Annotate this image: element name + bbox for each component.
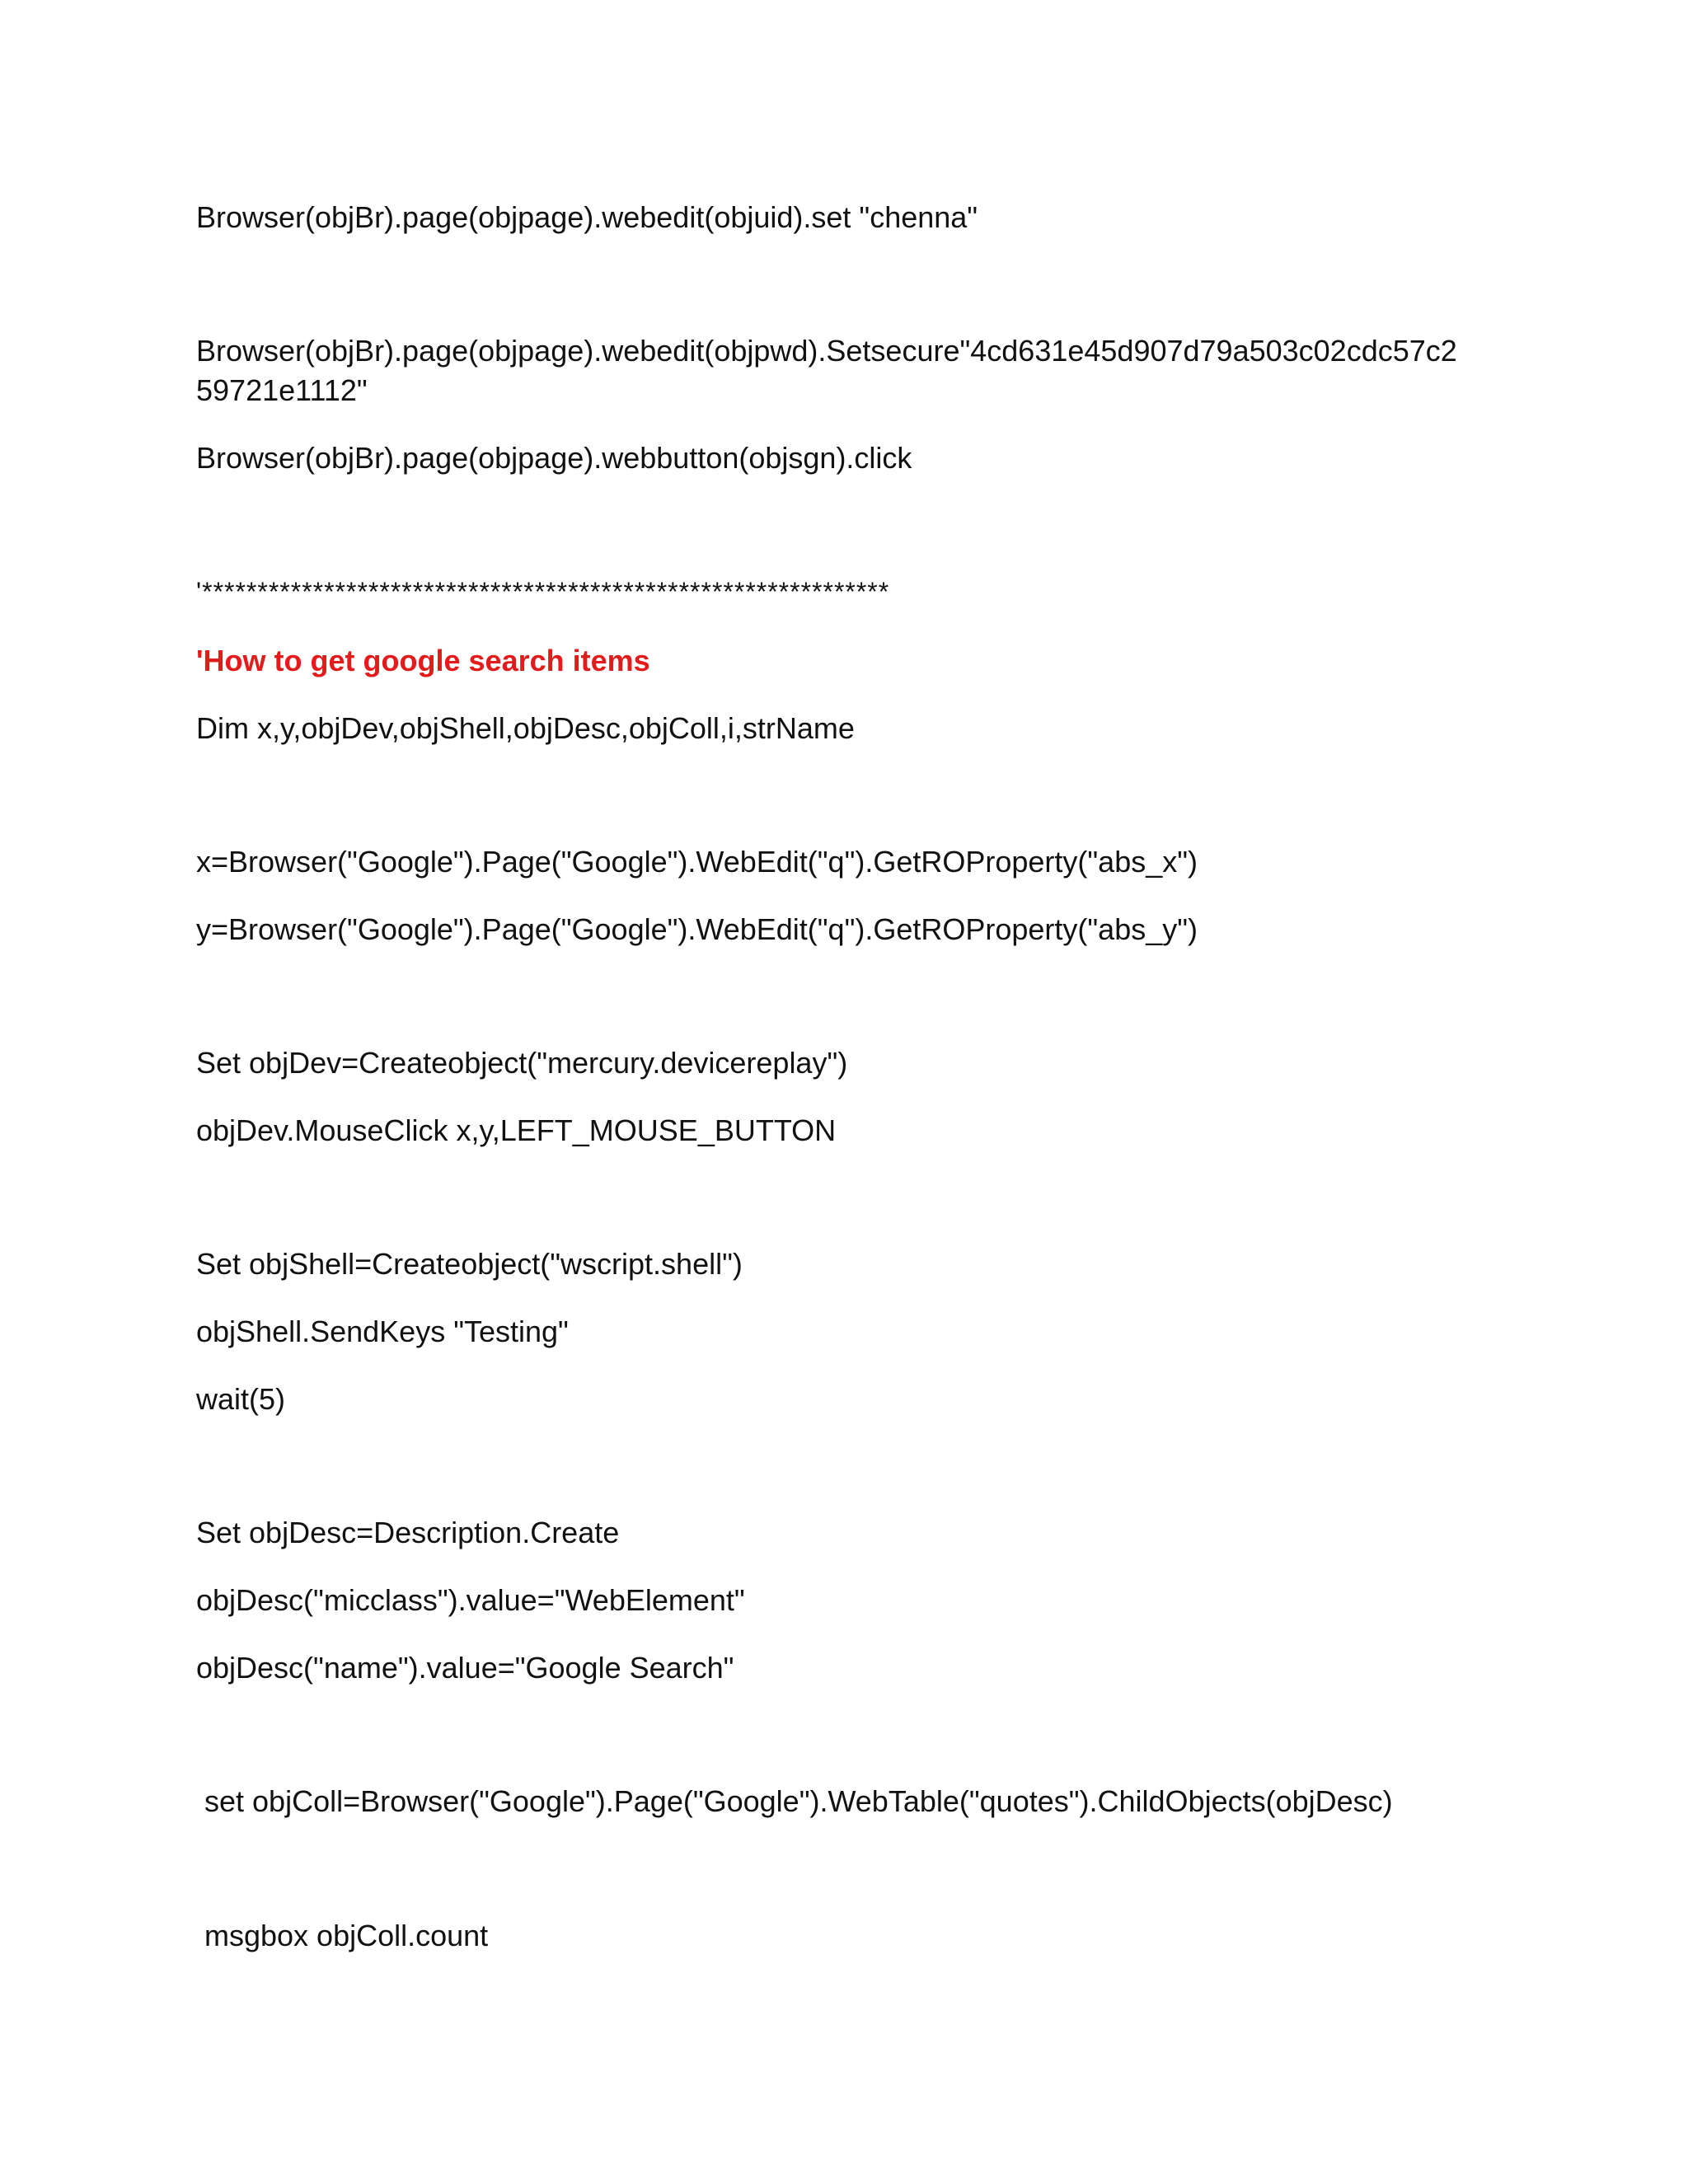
code-line-setsecure-continued: 59721e1112" xyxy=(196,373,368,407)
code-line-description-create: Set objDesc=Description.Create xyxy=(196,1516,620,1549)
code-line-create-shell: Set objShell=Createobject("wscript.shell") xyxy=(196,1247,743,1281)
code-line-get-abs-x: x=Browser("Google").Page("Google").WebEdit("q").GetROProperty("abs_x") xyxy=(196,845,1198,879)
code-line-setsecure: Browser(objBr).page(objpage).webedit(objpwd).Setsecure"4cd631e45d907d79a503c02cdc57c2 xyxy=(196,334,1457,368)
code-line-dim: Dim x,y,objDev,objShell,objDesc,objColl,i,strName xyxy=(196,711,855,745)
code-line-click-signin: Browser(objBr).page(objpage).webbutton(objsgn).click xyxy=(196,441,912,475)
code-line-childobjects: set objColl=Browser("Google").Page("Google").WebTable("quotes").ChildObjects(objDesc) xyxy=(196,1784,1393,1818)
code-line-desc-name: objDesc("name").value="Google Search" xyxy=(196,1651,734,1685)
code-line-wait: wait(5) xyxy=(196,1382,286,1416)
code-line-sendkeys: objShell.SendKeys "Testing" xyxy=(196,1315,569,1348)
code-line-create-devicereplay: Set objDev=Createobject("mercury.devicereplay") xyxy=(196,1046,848,1080)
section-heading: 'How to get google search items xyxy=(196,644,650,677)
code-line-get-abs-y: y=Browser("Google").Page("Google").WebEdit("q").GetROProperty("abs_y") xyxy=(196,912,1198,946)
code-line-mouseclick: objDev.MouseClick x,y,LEFT_MOUSE_BUTTON xyxy=(196,1113,837,1147)
comment-separator: '************************************************************** xyxy=(196,577,890,607)
code-line-msgbox: msgbox objColl.count xyxy=(196,1919,489,1952)
code-line-set-userid: Browser(objBr).page(objpage).webedit(objuid).set "chenna" xyxy=(196,200,978,234)
code-line-desc-micclass: objDesc("micclass").value="WebElement" xyxy=(196,1583,745,1617)
